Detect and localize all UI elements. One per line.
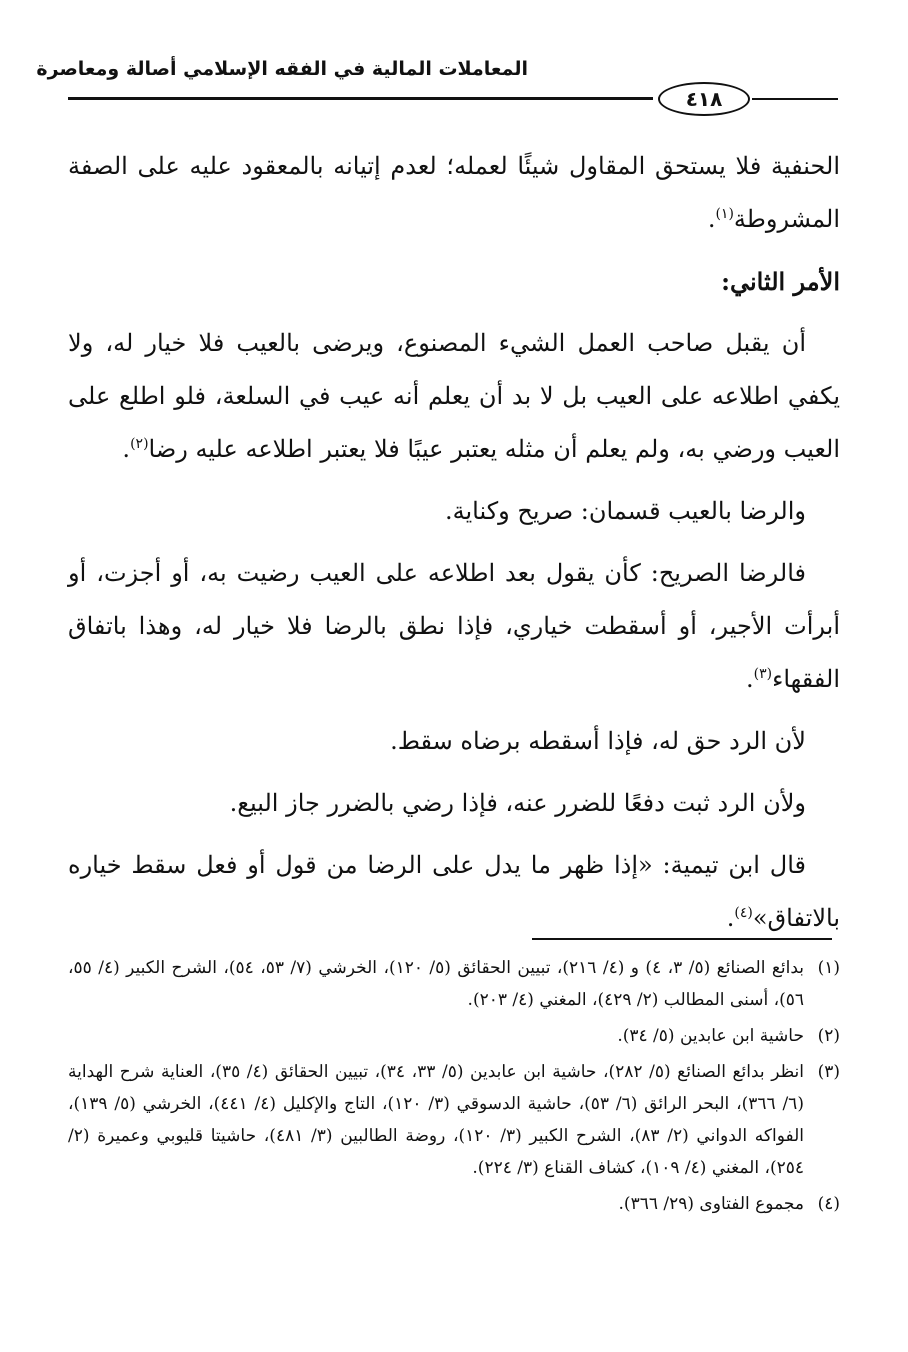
paragraph-2-text: أن يقبل صاحب العمل الشيء المصنوع، ويرضى بالعيب فلا خيار له، ولا يكفي اطلاعه على العيب بل لا بد أن يعلم أنه عيب في السلعة، فلو اطلع على العيب ورضي به، ولم يعلم أن مثله يعتبر عيبًا فلا يعتبر اطلاعه عليه رضا [68, 329, 840, 463]
header-rule-left [68, 97, 653, 100]
main-text [68, 140, 840, 945]
paragraph-4 [68, 547, 840, 706]
section-heading: الأمر الثاني: [721, 267, 840, 296]
footnote-ref-2[interactable]: (٢) [130, 436, 149, 452]
footnote-number: (٤) [817, 1194, 840, 1214]
footnote-separator [532, 938, 832, 940]
paragraph-4-text: فالرضا الصريح: كأن يقول بعد اطلاعه على العيب رضيت به، أو أجزت، أو أبرأت الأجير، أو أسقطت خياري، فإذا نطق بالرضا فلا خيار له، وهذا باتفاق الفقهاء [68, 559, 840, 693]
paragraph-1 [68, 140, 840, 246]
footnote-ref-4[interactable]: (٤) [734, 905, 753, 921]
paragraph-4-end: . [745, 665, 754, 693]
footnote-2 [68, 1020, 840, 1052]
footnote-number: (٣) [817, 1062, 840, 1082]
footnote-ref-3[interactable]: (٣) [753, 666, 773, 682]
paragraph-3: والرضا بالعيب قسمان: صريح وكناية. [444, 497, 806, 525]
footnote-4 [68, 1188, 840, 1220]
footnote-text: مجموع الفتاوى (٢٩/ ٣٦٦). [618, 1194, 804, 1214]
footnote-3 [68, 1056, 840, 1184]
footnote-text: حاشية ابن عابدين (٥/ ٣٤). [617, 1026, 804, 1046]
running-title: المعاملات المالية في الفقه الإسلامي أصالة ومعاصرة [36, 58, 528, 80]
footnote-text: بدائع الصنائع (٥/ ٣، ٤) و (٤/ ٢١٦)، تبيين الحقائق (٥/ ١٢٠)، الخرشي (٧/ ٥٣، ٥٤)، الشرح الكبير (٤/ ٥٥، ٥٦)، أسنى المطالب (٢/ ٤٢٩)، المغني (٤/ ٢٠٣). [68, 958, 805, 1010]
paragraph-5: لأن الرد حق له، فإذا أسقطه برضاه سقط. [390, 727, 806, 755]
paragraph-2 [68, 317, 840, 476]
header-rule-right [752, 98, 838, 100]
paragraph-7-text: قال ابن تيمية: «إذا ظهر ما يدل على الرضا من قول أو فعل سقط خياره بالاتفاق» [68, 851, 840, 932]
paragraph-7 [68, 839, 840, 945]
footnotes [68, 952, 840, 1224]
paragraph-1-end: . [707, 205, 716, 233]
paragraph-7-end: . [726, 904, 735, 932]
footnote-number: (١) [817, 958, 840, 978]
page-number-text: ٤١٨ [685, 87, 723, 111]
footnote-number: (٢) [817, 1026, 840, 1046]
footnote-ref-1[interactable]: (١) [715, 206, 734, 222]
footnote-text: انظر بدائع الصنائع (٥/ ٢٨٢)، حاشية ابن عابدين (٥/ ٣٣، ٣٤)، تبيين الحقائق (٤/ ٣٥)، العناية شرح الهداية (٦/ ٣٦٦)، البحر الرائق (٦/ ٥٣)، حاشية الدسوقي (٣/ ١٢٠)، التاج والإكليل (٤/ ٤٤١)، الخرشي (٥/ ١٣٩)، الفواكه الدواني (٢/ ٨٣)، الشرح الكبير (٣/ ١٢٠)، روضة الطالبين (٣/ ٤٨١)، حاشيتا قليوبي وعميرة (٢/ ٢٥٤)، المغني (٤/ ١٠٩)، كشاف القناع (٣/ ٢٢٤). [68, 1062, 805, 1178]
paragraph-2-end: . [122, 435, 131, 463]
paragraph-1-text: الحنفية فلا يستحق المقاول شيئًا لعمله؛ لعدم إتيانه بالمعقود عليه على الصفة المشروطة [68, 152, 840, 233]
page-number [658, 82, 750, 116]
footnote-1 [68, 952, 840, 1016]
paragraph-6: ولأن الرد ثبت دفعًا للضرر عنه، فإذا رضي بالضرر جاز البيع. [229, 789, 806, 817]
